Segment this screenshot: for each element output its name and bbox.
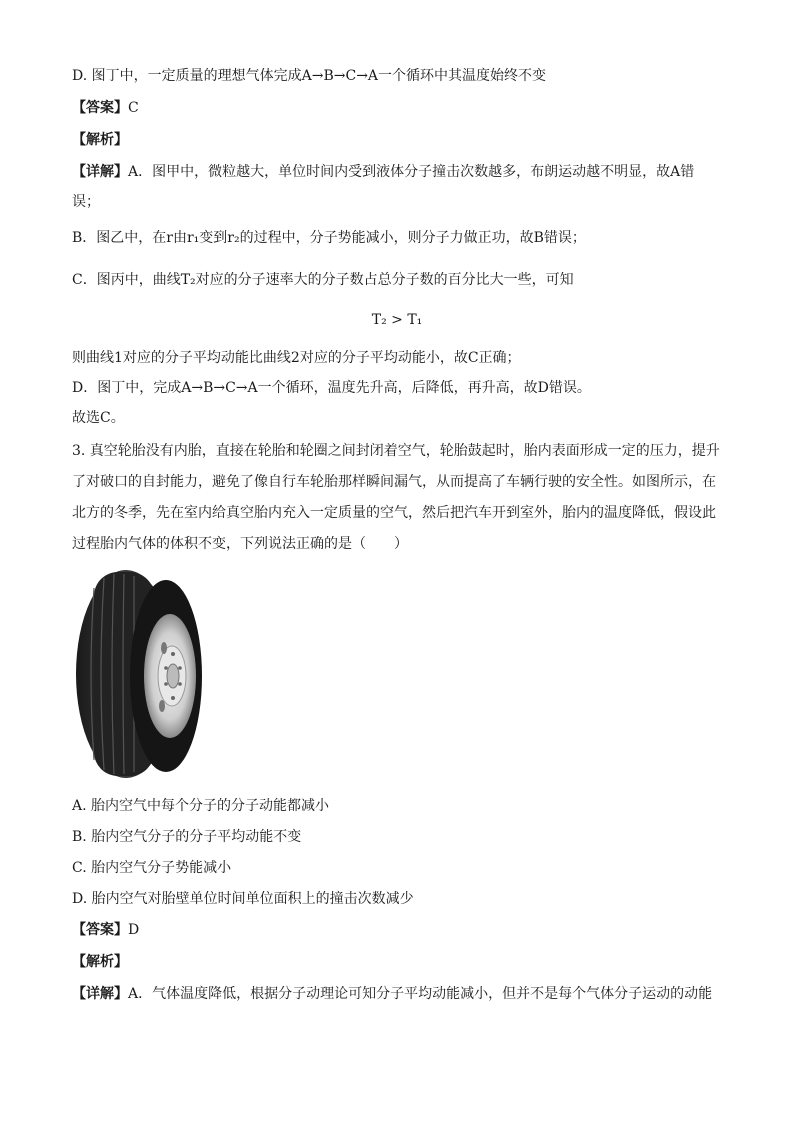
explain-c-2: 则曲线1对应的分子平均动能比曲线2对应的分子平均动能小，故C正确； <box>72 350 521 366</box>
answer-tag: 【答案】 <box>72 100 128 116</box>
explain-d: D．图丁中，完成A→B→C→A一个循环，温度先升高，后降低，再升高，故D错误。 <box>72 380 591 396</box>
option-c: C. 胎内空气分子势能减小 <box>72 860 232 876</box>
analysis-tag-1: 【解析】 <box>72 132 128 148</box>
answer-1 <box>72 98 139 118</box>
answer-2 <box>72 920 139 940</box>
formula: T₂ > T₁ <box>371 312 423 328</box>
answer-value: D <box>128 922 140 938</box>
option-b: B. 胎内空气分子的分子平均动能不变 <box>72 829 302 845</box>
question-3-line-4: 过程胎内气体的体积不变，下列说法正确的是（ ） <box>72 536 408 552</box>
question-3-line-2: 了对破口的自封能力，避免了像自行车轮胎那样瞬间漏气，从而提高了车辆行驶的安全性。如图所示，在 <box>72 474 716 490</box>
answer-value: C <box>128 100 139 116</box>
detail-1-cont: 误； <box>72 194 100 210</box>
option-d-previous: D. 图丁中，一定质量的理想气体完成A→B→C→A一个循环中其温度始终不变 <box>72 68 547 84</box>
choose-line: 故选C。 <box>72 410 125 426</box>
question-3-line-3: 北方的冬季，先在室内给真空胎内充入一定质量的空气，然后把汽车开到室外，胎内的温度降低，假设此 <box>72 505 716 521</box>
tire-wheel-image <box>74 568 204 780</box>
analysis-tag-2: 【解析】 <box>72 954 128 970</box>
option-d: D. 胎内空气对胎壁单位时间单位面积上的撞击次数减少 <box>72 891 414 907</box>
question-3-line-1: 3. 真空轮胎没有内胎，直接在轮胎和轮圈之间封闭着空气，轮胎鼓起时，胎内表面形成一定的压力，提升 <box>72 443 720 459</box>
explain-b: B．图乙中，在r由r₁变到r₂的过程中，分子势能减小，则分子力做正功，故B错误； <box>72 230 586 246</box>
answer-tag: 【答案】 <box>72 922 128 938</box>
detail-text: A．图甲中，微粒越大，单位时间内受到液体分子撞击次数越多，布朗运动越不明显，故A错 <box>128 164 695 180</box>
detail-tag: 【详解】 <box>72 986 128 1002</box>
explain-c: C．图丙中，曲线T₂对应的分子速率大的分子数占总分子数的百分比大一些，可知 <box>72 272 574 288</box>
detail-2 <box>72 984 712 1004</box>
detail-text: A．气体温度降低，根据分子动理论可知分子平均动能减小，但并不是每个气体分子运动的动能 <box>128 986 713 1002</box>
detail-tag: 【详解】 <box>72 164 128 180</box>
option-a: A. 胎内空气中每个分子的分子动能都减小 <box>72 798 330 814</box>
detail-1 <box>72 162 694 182</box>
